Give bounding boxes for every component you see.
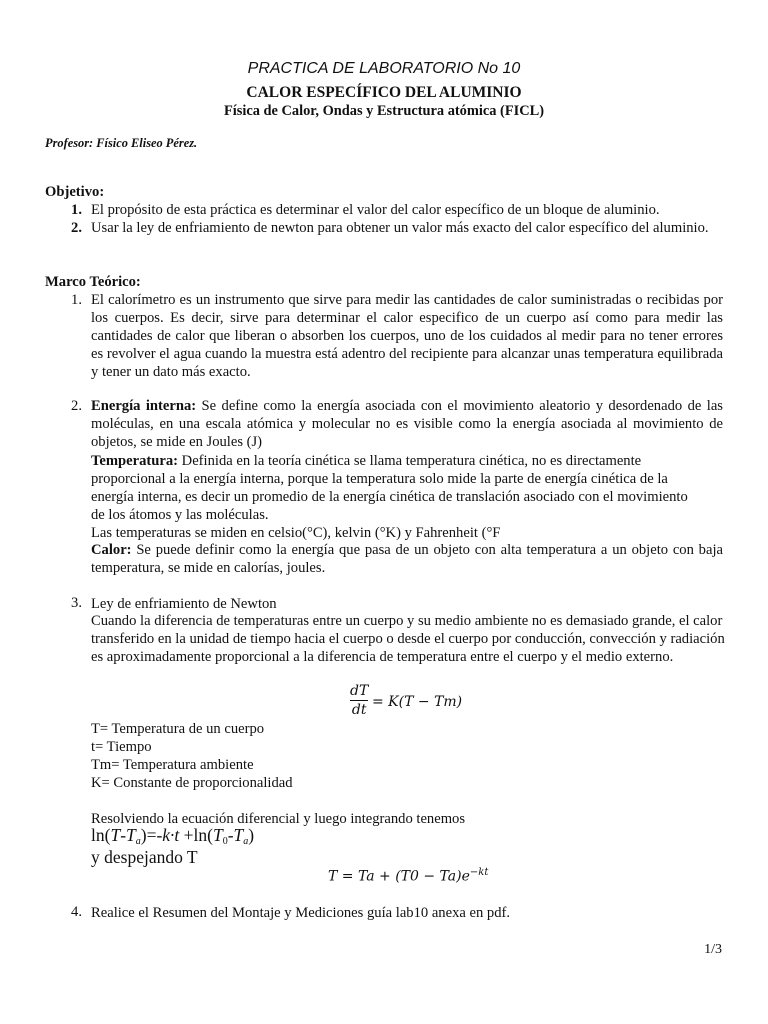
def-t: T= Temperatura de un cuerpo xyxy=(91,721,265,737)
temperatura-label: Temperatura: xyxy=(91,453,179,469)
fraction-numerator: dT xyxy=(350,683,369,699)
temperatura-line-3: energía interna, es decir un promedio de la energía cinética de translación asociado con el movimiento xyxy=(91,489,688,505)
temperatura-line-1 xyxy=(91,452,641,470)
energia-interna-text: Se define como la energía asociada con el movimiento aleatorio y desordenado de las moléculas, en una escala atómica y molecular no es visible como la energía asociada al movimiento de objetos, se mide en Joules (J) xyxy=(91,398,723,450)
objetivo-num-1: 1. xyxy=(71,202,82,218)
resolve-text: Resolviendo la ecuación diferencial y luego integrando tenemos xyxy=(91,811,466,827)
objetivo-item-2: Usar la ley de enfriamiento de newton para obtener un valor más exacto del calor específico del aluminio. xyxy=(91,220,709,236)
newton-paragraph: Cuando la diferencia de temperaturas entre un cuerpo y su medio ambiente no es demasiado grande, el calor transferido en la unidad de tiempo hacia el cuerpo o desde el cuerpo por conducción, convección y radiación es aproximadamente proporcional a la diferencia de temperatura entre el cuerpo y el medio externo. xyxy=(91,613,725,665)
marco-num-2: 2. xyxy=(71,398,82,414)
calor-text: Se puede definir como la energía que pasa de un objeto con alta temperatura a un objeto con baja temperatura, se mide en calorías, joules. xyxy=(91,542,723,576)
energia-interna-paragraph xyxy=(91,398,723,452)
energia-interna-label: Energía interna: xyxy=(91,398,197,414)
temperatura-text-1: Definida en la teoría cinética se llama temperatura cinética, no es directamente xyxy=(178,453,642,469)
course-name: Física de Calor, Ondas y Estructura atómica (FICL) xyxy=(223,103,545,119)
document-subtitle: CALOR ESPECÍFICO DEL ALUMINIO xyxy=(246,84,522,101)
solution-lhs: T = Ta + (T0 − Ta)e xyxy=(328,868,470,885)
temperatura-line-5: Las temperaturas se miden en celsio(°C), kelvin (°K) y Fahrenheit (°F xyxy=(91,525,501,541)
def-k: K= Constante de proporcionalidad xyxy=(91,775,293,791)
log-equation: $\ln(T-T_a)=-k\cdot t +\ln(T_0-T_a)$ xyxy=(91,825,255,847)
def-time: t= Tiempo xyxy=(91,739,152,755)
marco-num-1: 1. xyxy=(71,292,82,308)
marco-heading: Marco Teórico: xyxy=(45,274,141,290)
marco-num-4: 4. xyxy=(71,904,82,920)
equation-newton-rhs: = K(T − Tm) xyxy=(372,694,463,710)
page-number: 1/3 xyxy=(704,942,722,957)
marco-item-1: El calorímetro es un instrumento que sirve para medir las cantidades de calor suministradas o recibidas por los cuerpos. Es decir, sirve para determinar el calor especifico de un cuerpo así como para medir las cantidades de calor que liberan o absorben los cuerpos, uno de los cuidados al medir para no tener errores es revolver el agua cuando la muestra está adentro del recipiente para alcanzar unas temperatura equilibrada y tener un dato más exacto. xyxy=(91,292,723,380)
marco-item-4: Realice el Resumen del Montaje y Mediciones guía lab10 anexa en pdf. xyxy=(91,905,511,921)
objetivo-num-2: 2. xyxy=(71,220,82,236)
equation-solution xyxy=(328,867,488,885)
objetivo-item-1: El propósito de esta práctica es determinar el valor del calor específico de un bloque de aluminio. xyxy=(91,202,660,218)
solution-exponent: −kt xyxy=(469,867,489,878)
marco-num-3: 3. xyxy=(71,595,82,611)
fraction-denominator: dt xyxy=(351,702,367,718)
calor-paragraph xyxy=(91,542,723,578)
temperatura-line-4: de los átomos y las moléculas. xyxy=(91,507,269,523)
despejando-text: y despejando T xyxy=(91,847,198,867)
equation-dtdt-fraction xyxy=(350,683,368,718)
document-title: PRACTICA DE LABORATORIO No 10 xyxy=(247,60,521,77)
temperatura-line-2: proporcional a la energía interna, porque la temperatura solo mide la parte de energía cinética de la xyxy=(91,471,668,487)
calor-label: Calor: xyxy=(91,542,132,558)
fraction-bar xyxy=(350,700,368,701)
def-tm: Tm= Temperatura ambiente xyxy=(91,757,254,773)
objetivo-heading: Objetivo: xyxy=(45,184,105,200)
newton-title: Ley de enfriamiento de Newton xyxy=(91,596,277,612)
professor: Profesor: Físico Eliseo Pérez. xyxy=(45,136,198,150)
